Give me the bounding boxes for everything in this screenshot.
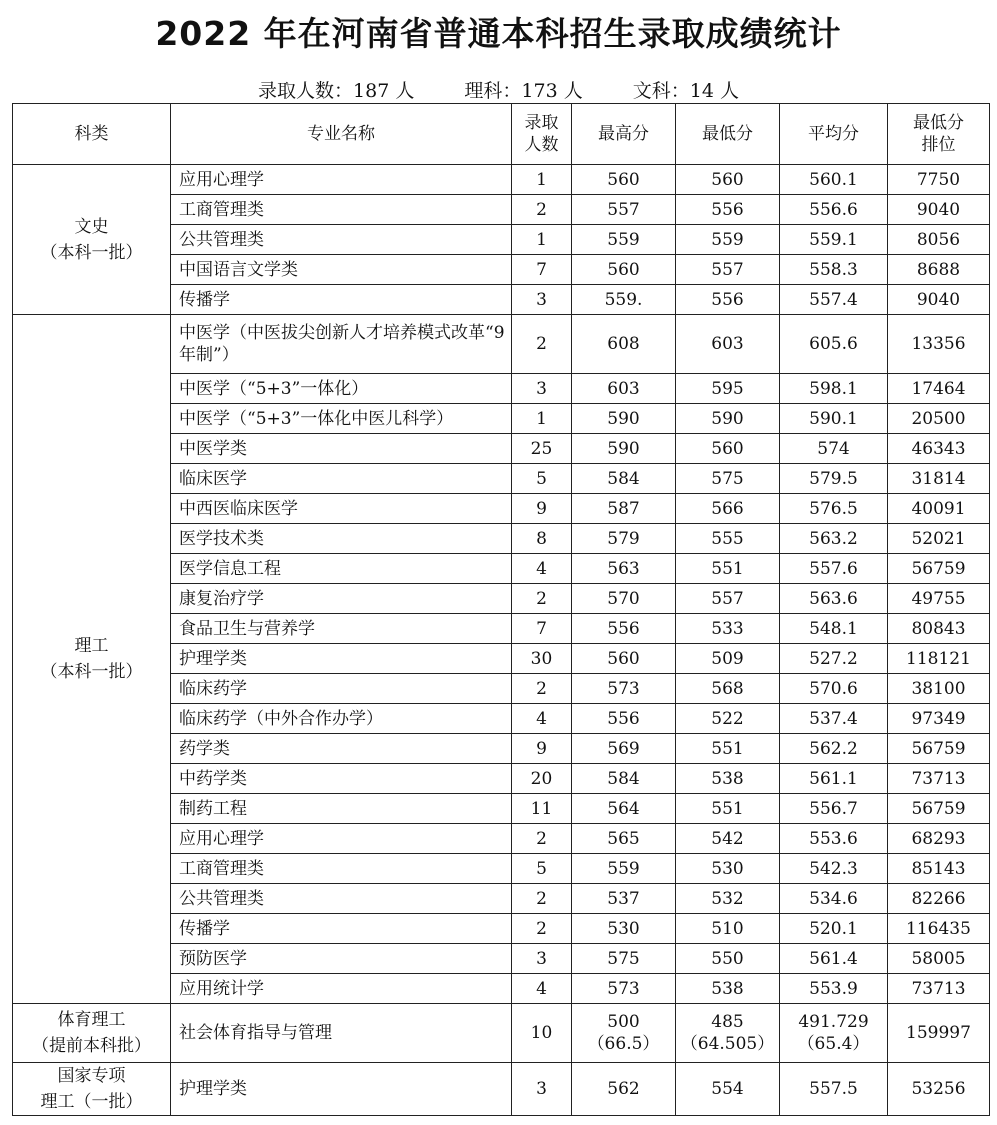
max-score-cell: 569	[572, 734, 676, 764]
avg-score-cell: 561.4	[780, 944, 888, 974]
category-batch: （提前本科批）	[32, 1036, 151, 1056]
max-score-cell: 584	[572, 764, 676, 794]
min-score-cell: 551	[676, 794, 780, 824]
min-score-cell: 530	[676, 854, 780, 884]
max-score-cell: 559	[572, 225, 676, 255]
min-score-cell: 560	[676, 165, 780, 195]
min-rank-cell: 53256	[888, 1063, 990, 1116]
header-max: 最高分	[572, 104, 676, 165]
admitted-count-cell: 4	[512, 554, 572, 584]
major-cell: 传播学	[171, 914, 512, 944]
admitted-count-cell: 1	[512, 225, 572, 255]
min-score-cell: 509	[676, 644, 780, 674]
min-rank-cell: 9040	[888, 195, 990, 225]
category-cell	[13, 1004, 171, 1063]
major-cell: 临床医学	[171, 464, 512, 494]
header-rank-line1: 最低分	[913, 113, 964, 133]
table-row	[13, 1063, 990, 1116]
avg-score-cell: 576.5	[780, 494, 888, 524]
category-cell	[13, 1063, 171, 1116]
category-batch: （本科一批）	[40, 662, 143, 682]
header-major: 专业名称	[171, 104, 512, 165]
min-score-cell: 532	[676, 884, 780, 914]
min-rank-cell: 85143	[888, 854, 990, 884]
admitted-count-cell: 5	[512, 464, 572, 494]
admitted-count-cell: 5	[512, 854, 572, 884]
header-min: 最低分	[676, 104, 780, 165]
avg-score-cell: 561.1	[780, 764, 888, 794]
min-rank-cell: 8056	[888, 225, 990, 255]
min-score-cell: 603	[676, 315, 780, 374]
avg-score-cell: 574	[780, 434, 888, 464]
major-cell: 应用心理学	[171, 165, 512, 195]
min-rank-cell: 7750	[888, 165, 990, 195]
major-cell: 传播学	[171, 285, 512, 315]
min-score-cell: 595	[676, 374, 780, 404]
major-cell: 中医学类	[171, 434, 512, 464]
major-cell: 临床药学（中外合作办学）	[171, 704, 512, 734]
min-rank-cell: 73713	[888, 974, 990, 1004]
avg-score-cell: 527.2	[780, 644, 888, 674]
admitted-count-cell: 2	[512, 584, 572, 614]
min-rank-cell: 116435	[888, 914, 990, 944]
admission-table	[12, 103, 990, 1116]
min-rank-cell: 8688	[888, 255, 990, 285]
max-score-cell: 573	[572, 674, 676, 704]
min-score-cell: 575	[676, 464, 780, 494]
min-score-cell: 538	[676, 764, 780, 794]
max-score-cell: 560	[572, 644, 676, 674]
max-score-cell: 556	[572, 614, 676, 644]
header-avg: 平均分	[780, 104, 888, 165]
major-cell: 食品卫生与营养学	[171, 614, 512, 644]
max-score-cell: 563	[572, 554, 676, 584]
header-admitted	[512, 104, 572, 165]
avg-score-cell: 579.5	[780, 464, 888, 494]
min-rank-cell: 159997	[888, 1004, 990, 1063]
admitted-count-cell: 7	[512, 255, 572, 285]
max-score-cell: 603	[572, 374, 676, 404]
max-score-cell: 587	[572, 494, 676, 524]
major-cell: 中医学（中医拔尖创新人才培养模式改革“9 年制”）	[171, 315, 512, 374]
arts-admitted: 文科：14 人	[632, 80, 739, 102]
admitted-count-cell: 4	[512, 974, 572, 1004]
max-score-cell	[572, 1004, 676, 1063]
major-cell: 医学技术类	[171, 524, 512, 554]
min-rank-cell: 58005	[888, 944, 990, 974]
table-row	[13, 1004, 990, 1063]
admission-summary	[0, 76, 997, 103]
major-cell: 工商管理类	[171, 854, 512, 884]
min-score-cell: 538	[676, 974, 780, 1004]
avg-score-cell: 560.1	[780, 165, 888, 195]
avg-score-cell: 563.6	[780, 584, 888, 614]
admitted-count-cell: 3	[512, 374, 572, 404]
min-rank-cell: 56759	[888, 554, 990, 584]
category-name: 理工	[74, 636, 109, 656]
admitted-count-cell: 2	[512, 824, 572, 854]
avg-score-cell	[780, 1004, 888, 1063]
min-score-cell: 559	[676, 225, 780, 255]
max-score-cell: 556	[572, 704, 676, 734]
admitted-count-cell: 3	[512, 944, 572, 974]
category-name: 国家专项	[57, 1066, 126, 1086]
avg-score-cell: 557.6	[780, 554, 888, 584]
admitted-count-cell: 10	[512, 1004, 572, 1063]
major-cell: 中西医临床医学	[171, 494, 512, 524]
min-rank-cell: 80843	[888, 614, 990, 644]
min-score-cell: 568	[676, 674, 780, 704]
header-category: 科类	[13, 104, 171, 165]
admitted-count-cell: 30	[512, 644, 572, 674]
table-body	[13, 165, 990, 1116]
admitted-count-cell: 2	[512, 884, 572, 914]
admitted-count-cell: 9	[512, 494, 572, 524]
max-score-cell-converted: （66.5）	[587, 1034, 660, 1054]
avg-score-cell: 570.6	[780, 674, 888, 704]
min-rank-cell: 17464	[888, 374, 990, 404]
min-score-cell: 557	[676, 255, 780, 285]
major-cell: 临床药学	[171, 674, 512, 704]
major-cell: 中医学（“5+3”一体化）	[171, 374, 512, 404]
avg-score-cell: 557.5	[780, 1063, 888, 1116]
admitted-count-cell: 20	[512, 764, 572, 794]
avg-score-cell: 553.9	[780, 974, 888, 1004]
min-score-cell: 556	[676, 285, 780, 315]
max-score-cell: 560	[572, 165, 676, 195]
max-score-cell: 559	[572, 854, 676, 884]
min-score-cell: 555	[676, 524, 780, 554]
category-cell	[13, 165, 171, 315]
min-score-cell: 522	[676, 704, 780, 734]
min-rank-cell: 31814	[888, 464, 990, 494]
max-score-cell-value: 500	[607, 1012, 640, 1032]
major-cell: 公共管理类	[171, 225, 512, 255]
min-score-cell: 566	[676, 494, 780, 524]
major-cell: 医学信息工程	[171, 554, 512, 584]
avg-score-cell: 562.2	[780, 734, 888, 764]
max-score-cell: 559.	[572, 285, 676, 315]
min-score-cell	[676, 1004, 780, 1063]
category-batch: （本科一批）	[40, 242, 143, 263]
max-score-cell: 570	[572, 584, 676, 614]
header-row	[13, 104, 990, 165]
header-admitted-line2: 人数	[524, 135, 559, 155]
admitted-count-cell: 4	[512, 704, 572, 734]
min-score-cell: 560	[676, 434, 780, 464]
max-score-cell: 564	[572, 794, 676, 824]
category-cell	[13, 315, 171, 1004]
avg-score-cell: 605.6	[780, 315, 888, 374]
min-rank-cell: 40091	[888, 494, 990, 524]
admitted-count-cell: 9	[512, 734, 572, 764]
admitted-count-cell: 8	[512, 524, 572, 554]
category-name: 文史	[74, 216, 109, 237]
avg-score-cell: 520.1	[780, 914, 888, 944]
admitted-count-cell: 11	[512, 794, 572, 824]
min-score-cell: 551	[676, 734, 780, 764]
admitted-count-cell: 2	[512, 674, 572, 704]
min-rank-cell: 118121	[888, 644, 990, 674]
major-cell: 药学类	[171, 734, 512, 764]
avg-score-cell: 556.6	[780, 195, 888, 225]
avg-score-cell: 590.1	[780, 404, 888, 434]
min-rank-cell: 13356	[888, 315, 990, 374]
admitted-count-cell: 2	[512, 315, 572, 374]
admitted-count-cell: 1	[512, 404, 572, 434]
max-score-cell: 575	[572, 944, 676, 974]
max-score-cell: 537	[572, 884, 676, 914]
major-cell: 护理学类	[171, 1063, 512, 1116]
min-score-cell: 542	[676, 824, 780, 854]
max-score-cell: 590	[572, 404, 676, 434]
table-row	[13, 315, 990, 374]
min-rank-cell: 52021	[888, 524, 990, 554]
max-score-cell: 573	[572, 974, 676, 1004]
max-score-cell: 590	[572, 434, 676, 464]
science-admitted: 理科：173 人	[464, 80, 583, 102]
avg-score-cell: 548.1	[780, 614, 888, 644]
avg-score-cell: 558.3	[780, 255, 888, 285]
major-cell: 应用心理学	[171, 824, 512, 854]
min-rank-cell: 20500	[888, 404, 990, 434]
page-title: 2022 年在河南省普通本科招生录取成绩统计	[155, 14, 842, 53]
min-score-cell: 557	[676, 584, 780, 614]
min-score-cell-value: 485	[711, 1012, 744, 1032]
admitted-count-cell: 3	[512, 285, 572, 315]
max-score-cell: 579	[572, 524, 676, 554]
major-cell: 中医学（“5+3”一体化中医儿科学）	[171, 404, 512, 434]
major-cell: 中药学类	[171, 764, 512, 794]
max-score-cell: 608	[572, 315, 676, 374]
admitted-count-cell: 3	[512, 1063, 572, 1116]
max-score-cell: 560	[572, 255, 676, 285]
min-score-cell: 551	[676, 554, 780, 584]
min-rank-cell: 68293	[888, 824, 990, 854]
min-rank-cell: 73713	[888, 764, 990, 794]
avg-score-cell-converted: （65.4）	[797, 1034, 870, 1054]
admitted-count-cell: 1	[512, 165, 572, 195]
major-cell: 公共管理类	[171, 884, 512, 914]
avg-score-cell-value: 491.729	[798, 1012, 869, 1032]
major-cell: 护理学类	[171, 644, 512, 674]
min-rank-cell: 9040	[888, 285, 990, 315]
min-score-cell: 533	[676, 614, 780, 644]
avg-score-cell: 534.6	[780, 884, 888, 914]
min-score-cell: 550	[676, 944, 780, 974]
major-cell: 制药工程	[171, 794, 512, 824]
avg-score-cell: 553.6	[780, 824, 888, 854]
max-score-cell: 562	[572, 1063, 676, 1116]
avg-score-cell: 557.4	[780, 285, 888, 315]
header-rank	[888, 104, 990, 165]
major-cell: 工商管理类	[171, 195, 512, 225]
major-cell: 社会体育指导与管理	[171, 1004, 512, 1063]
min-rank-cell: 97349	[888, 704, 990, 734]
admitted-count-cell: 2	[512, 195, 572, 225]
category-name: 体育理工	[57, 1010, 126, 1030]
min-rank-cell: 56759	[888, 734, 990, 764]
major-cell: 中国语言文学类	[171, 255, 512, 285]
avg-score-cell: 537.4	[780, 704, 888, 734]
min-score-cell: 590	[676, 404, 780, 434]
avg-score-cell: 563.2	[780, 524, 888, 554]
max-score-cell: 557	[572, 195, 676, 225]
min-score-cell: 556	[676, 195, 780, 225]
avg-score-cell: 556.7	[780, 794, 888, 824]
max-score-cell: 565	[572, 824, 676, 854]
category-batch: 理工（一批）	[40, 1092, 143, 1112]
min-rank-cell: 82266	[888, 884, 990, 914]
total-admitted: 录取人数：187 人	[258, 80, 415, 102]
avg-score-cell: 598.1	[780, 374, 888, 404]
min-rank-cell: 38100	[888, 674, 990, 704]
major-cell: 康复治疗学	[171, 584, 512, 614]
header-rank-line2: 排位	[921, 135, 956, 155]
max-score-cell: 584	[572, 464, 676, 494]
min-score-cell-converted: （64.505）	[680, 1034, 775, 1054]
major-cell: 预防医学	[171, 944, 512, 974]
avg-score-cell: 559.1	[780, 225, 888, 255]
table-row	[13, 165, 990, 195]
admitted-count-cell: 7	[512, 614, 572, 644]
min-score-cell: 510	[676, 914, 780, 944]
min-rank-cell: 49755	[888, 584, 990, 614]
min-score-cell: 554	[676, 1063, 780, 1116]
major-cell: 应用统计学	[171, 974, 512, 1004]
min-rank-cell: 56759	[888, 794, 990, 824]
admitted-count-cell: 2	[512, 914, 572, 944]
max-score-cell: 530	[572, 914, 676, 944]
header-admitted-line1: 录取	[524, 113, 559, 133]
avg-score-cell: 542.3	[780, 854, 888, 884]
admitted-count-cell: 25	[512, 434, 572, 464]
min-rank-cell: 46343	[888, 434, 990, 464]
